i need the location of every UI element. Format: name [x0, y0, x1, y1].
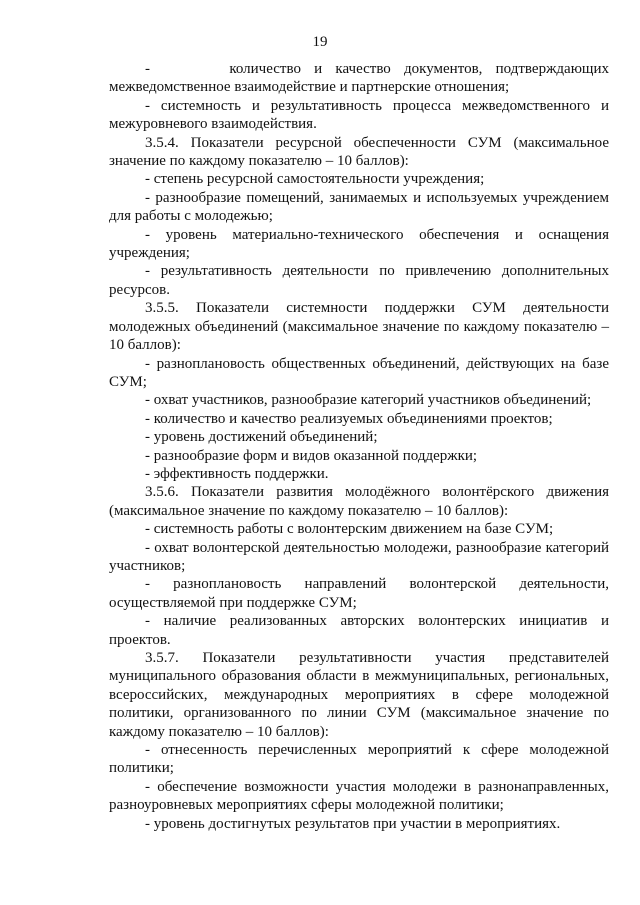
paragraph: - охват участников, разнообразие категорий участников объединений;: [145, 392, 592, 409]
paragraph: - количество и качество документов, подтверждающих межведомственное взаимодействие и партнерские отношения;: [109, 61, 609, 96]
paragraph: - системность работы с волонтерским движением на базе СУМ;: [145, 521, 554, 538]
paragraph: - отнесенность перечисленных мероприятий к сфере молодежной политики;: [109, 742, 609, 777]
paragraph: - обеспечение возможности участия молодежи в разнонаправленных, разноуровневых мероприятиях сферы молодежной политики;: [109, 778, 609, 814]
paragraph: - количество и качество реализуемых объединениями проектов;: [145, 410, 553, 427]
paragraph: - степень ресурсной самостоятельности учреждения;: [145, 171, 485, 188]
paragraph: - разнообразие помещений, занимаемых и используемых учреждением для работы с молодежью;: [109, 189, 609, 225]
paragraph: - наличие реализованных авторских волонтерских инициатив и проектов.: [109, 613, 609, 648]
section-heading-3-5-4: 3.5.4. Показатели ресурсной обеспеченности СУМ (максимальное значение по каждому показателю – 10 баллов):: [109, 134, 609, 170]
paragraph: - уровень достижений объединений;: [145, 429, 378, 446]
paragraph: - результативность деятельности по привлечению дополнительных ресурсов.: [109, 263, 609, 298]
paragraph: - охват волонтерской деятельностью молодежи, разнообразие категорий участников;: [109, 539, 609, 574]
section-heading-3-5-5: 3.5.5. Показатели системности поддержки СУМ деятельности молодежных объединений (максимальное значение по каждому показателю – 10 баллов):: [109, 300, 609, 354]
paragraph: - системность и результативность процесса межведомственного и межуровневого взаимодействия.: [109, 97, 609, 133]
paragraph: - разноплановость общественных объединений, действующих на базе СУМ;: [109, 355, 609, 390]
paragraph: - разнообразие форм и видов оказанной поддержки;: [145, 447, 478, 464]
paragraph: - эффективность поддержки.: [145, 465, 329, 482]
page-number: 19: [312, 34, 328, 50]
section-heading-3-5-7: 3.5.7. Показатели результативности участия представителей муниципального образования области в межмуниципальных, региональных, всероссийских, международных мероприятиях в сфере молодежной политики, организованного по линии СУМ (максимальное значение по каждому показателю – 10 баллов):: [109, 650, 609, 740]
paragraph: - уровень достигнутых результатов при участии в мероприятиях.: [145, 815, 561, 832]
section-heading-3-5-6: 3.5.6. Показатели развития молодёжного волонтёрского движения (максимальное значение по каждому показателю – 10 баллов):: [109, 484, 609, 519]
body-text: [109, 60, 609, 833]
paragraph: - разноплановость направлений волонтерской деятельности, осуществляемой при поддержке СУМ;: [109, 576, 609, 611]
paragraph: - уровень материально-технического обеспечения и оснащения учреждения;: [109, 226, 609, 262]
